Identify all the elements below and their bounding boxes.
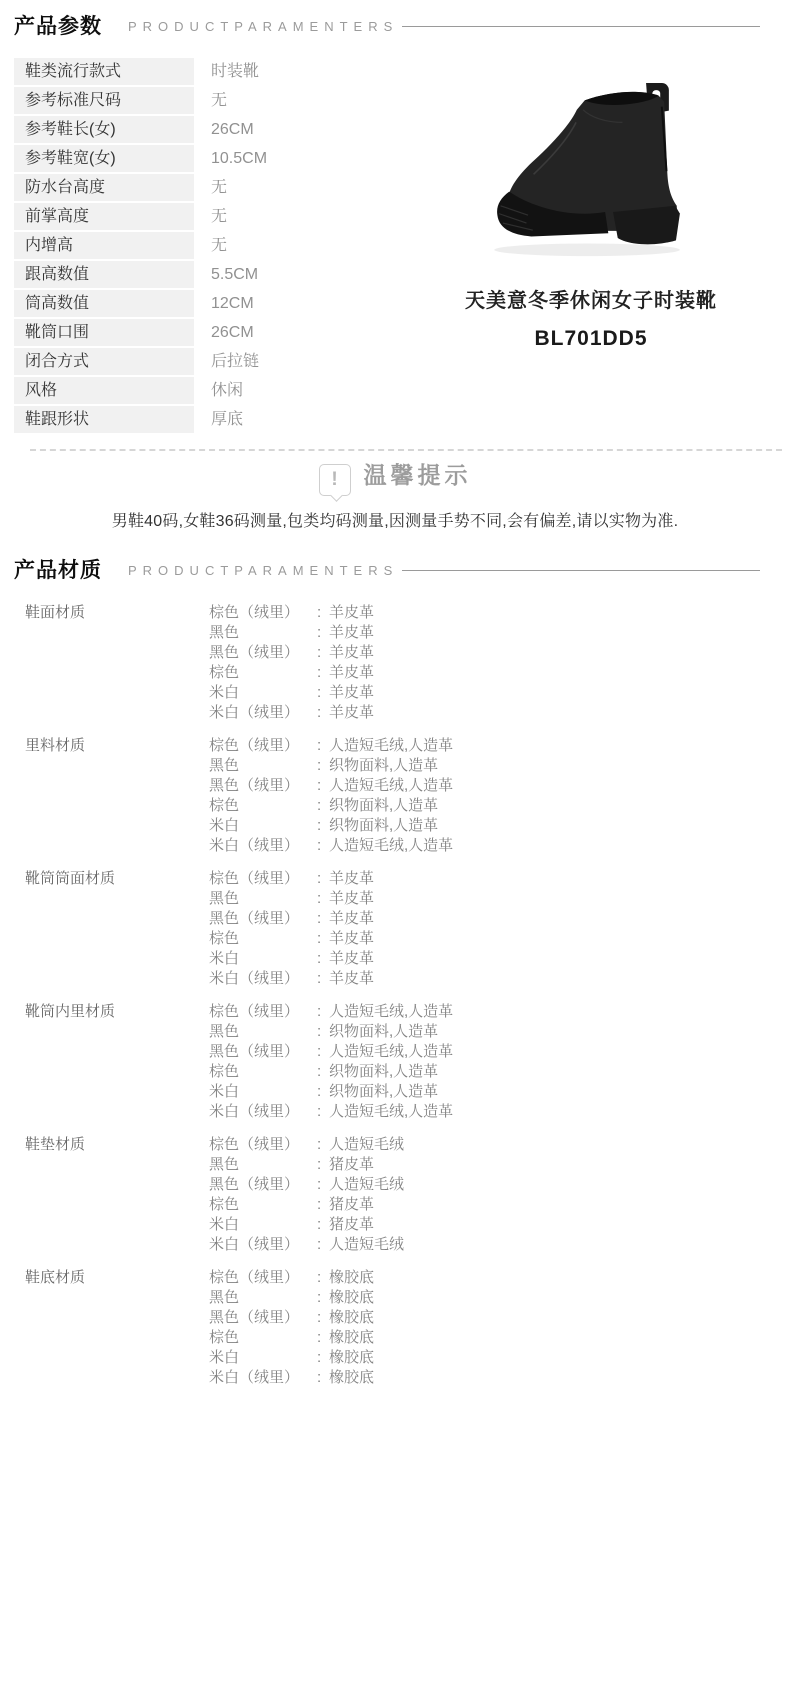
material-value: 猪皮革 bbox=[329, 1156, 375, 1173]
material-row bbox=[209, 889, 374, 909]
material-row bbox=[209, 643, 374, 663]
material-colon: : bbox=[317, 1269, 322, 1286]
material-rows bbox=[209, 1135, 404, 1255]
material-value: 织物面料,人造革 bbox=[329, 757, 439, 774]
param-value: 无 bbox=[211, 208, 228, 225]
param-label: 靴筒口围 bbox=[14, 319, 194, 346]
material-colon: : bbox=[317, 704, 322, 721]
param-label: 跟高数值 bbox=[14, 261, 194, 288]
material-variant: 米白（绒里） bbox=[209, 970, 300, 987]
material-colon: : bbox=[317, 890, 322, 907]
material-colon: : bbox=[317, 1156, 322, 1173]
param-label: 参考鞋宽(女) bbox=[14, 145, 194, 172]
material-rows bbox=[209, 1268, 374, 1388]
material-variant: 黑色 bbox=[209, 1289, 240, 1306]
product-model-code: BL701DD5 bbox=[534, 327, 648, 350]
material-row bbox=[209, 1002, 453, 1022]
material-colon: : bbox=[317, 664, 322, 681]
material-row bbox=[209, 1215, 404, 1235]
table-row bbox=[14, 58, 392, 85]
material-section bbox=[25, 869, 790, 989]
material-colon: : bbox=[317, 1136, 322, 1153]
material-row bbox=[209, 1328, 374, 1348]
material-row bbox=[209, 796, 453, 816]
material-value: 羊皮革 bbox=[329, 890, 375, 907]
param-label: 筒高数值 bbox=[14, 290, 194, 317]
material-value: 羊皮革 bbox=[329, 624, 375, 641]
material-section bbox=[25, 1135, 790, 1255]
material-colon: : bbox=[317, 910, 322, 927]
material-value: 羊皮革 bbox=[329, 930, 375, 947]
material-variant: 黑色 bbox=[209, 624, 240, 641]
materials-section-subtitle: PRODUCTPARAMENTERS bbox=[128, 563, 399, 578]
material-rows bbox=[209, 603, 374, 723]
params-table bbox=[0, 40, 392, 435]
material-variant: 黑色 bbox=[209, 1023, 240, 1040]
param-label: 闭合方式 bbox=[14, 348, 194, 375]
material-variant: 米白 bbox=[209, 684, 240, 701]
material-value: 羊皮革 bbox=[329, 870, 375, 887]
material-colon: : bbox=[317, 837, 322, 854]
material-colon: : bbox=[317, 624, 322, 641]
param-value: 休闲 bbox=[211, 382, 244, 399]
material-variant: 棕色（绒里） bbox=[209, 1003, 300, 1020]
materials-section-header bbox=[0, 544, 790, 584]
material-colon: : bbox=[317, 1309, 322, 1326]
material-rows bbox=[209, 736, 453, 856]
material-variant: 黑色（绒里） bbox=[209, 1176, 300, 1193]
param-value: 26CM bbox=[211, 121, 254, 138]
material-value: 人造短毛绒 bbox=[329, 1136, 405, 1153]
material-value: 羊皮革 bbox=[329, 970, 375, 987]
param-value: 12CM bbox=[211, 295, 254, 312]
material-value: 猪皮革 bbox=[329, 1216, 375, 1233]
material-variant: 棕色 bbox=[209, 1329, 240, 1346]
material-variant: 米白（绒里） bbox=[209, 1369, 300, 1386]
material-value: 橡胶底 bbox=[329, 1349, 375, 1366]
table-row bbox=[14, 232, 392, 259]
material-section bbox=[25, 1002, 790, 1122]
material-value: 橡胶底 bbox=[329, 1269, 375, 1286]
material-row bbox=[209, 1135, 404, 1155]
material-colon: : bbox=[317, 930, 322, 947]
material-row bbox=[209, 869, 374, 889]
material-colon: : bbox=[317, 1349, 322, 1366]
material-value: 织物面料,人造革 bbox=[329, 1063, 439, 1080]
material-colon: : bbox=[317, 1023, 322, 1040]
material-variant: 棕色 bbox=[209, 1063, 240, 1080]
params-section-header bbox=[0, 0, 790, 40]
material-variant: 米白（绒里） bbox=[209, 837, 300, 854]
param-value: 10.5CM bbox=[211, 150, 268, 167]
table-row bbox=[14, 116, 392, 143]
material-value: 人造短毛绒 bbox=[329, 1236, 405, 1253]
material-value: 橡胶底 bbox=[329, 1309, 375, 1326]
material-value: 织物面料,人造革 bbox=[329, 1083, 439, 1100]
material-rows bbox=[209, 1002, 453, 1122]
material-variant: 棕色（绒里） bbox=[209, 870, 300, 887]
material-row bbox=[209, 909, 374, 929]
material-value: 橡胶底 bbox=[329, 1329, 375, 1346]
table-row bbox=[14, 406, 392, 433]
exclamation-bubble-icon: ! bbox=[319, 464, 351, 496]
material-value: 羊皮革 bbox=[329, 910, 375, 927]
param-label: 风格 bbox=[14, 377, 194, 404]
material-variant: 棕色（绒里） bbox=[209, 1269, 300, 1286]
material-row bbox=[209, 703, 374, 723]
material-variant: 黑色（绒里） bbox=[209, 644, 300, 661]
material-section-label: 里料材质 bbox=[25, 737, 86, 754]
material-colon: : bbox=[317, 684, 322, 701]
param-label: 鞋类流行款式 bbox=[14, 58, 194, 85]
params-section-subtitle: PRODUCTPARAMENTERS bbox=[128, 19, 399, 34]
product-showcase bbox=[392, 40, 790, 351]
material-variant: 棕色 bbox=[209, 1196, 240, 1213]
material-section-label: 靴筒筒面材质 bbox=[25, 870, 116, 887]
top-content bbox=[0, 40, 790, 435]
param-value: 时装靴 bbox=[211, 63, 260, 80]
material-value: 人造短毛绒,人造革 bbox=[329, 777, 454, 794]
material-section-label: 鞋面材质 bbox=[25, 604, 86, 621]
material-colon: : bbox=[317, 797, 322, 814]
materials-section-title: 产品材质 bbox=[14, 559, 102, 582]
material-row bbox=[209, 756, 453, 776]
material-row bbox=[209, 736, 453, 756]
material-section bbox=[25, 1268, 790, 1388]
material-colon: : bbox=[317, 1063, 322, 1080]
material-variant: 米白 bbox=[209, 1216, 240, 1233]
material-variant: 黑色 bbox=[209, 890, 240, 907]
material-colon: : bbox=[317, 1083, 322, 1100]
table-row bbox=[14, 261, 392, 288]
material-variant: 黑色（绒里） bbox=[209, 910, 300, 927]
param-label: 防水台高度 bbox=[14, 174, 194, 201]
material-rows bbox=[209, 869, 374, 989]
material-value: 织物面料,人造革 bbox=[329, 817, 439, 834]
table-row bbox=[14, 145, 392, 172]
param-value: 无 bbox=[211, 237, 228, 254]
material-colon: : bbox=[317, 757, 322, 774]
material-row bbox=[209, 1062, 453, 1082]
material-value: 人造短毛绒,人造革 bbox=[329, 1043, 454, 1060]
material-value: 橡胶底 bbox=[329, 1289, 375, 1306]
param-label: 参考鞋长(女) bbox=[14, 116, 194, 143]
material-variant: 米白（绒里） bbox=[209, 704, 300, 721]
material-variant: 黑色（绒里） bbox=[209, 1309, 300, 1326]
material-row bbox=[209, 949, 374, 969]
table-row bbox=[14, 319, 392, 346]
material-colon: : bbox=[317, 1329, 322, 1346]
material-colon: : bbox=[317, 737, 322, 754]
material-colon: : bbox=[317, 1043, 322, 1060]
material-section bbox=[25, 603, 790, 723]
material-colon: : bbox=[317, 1216, 322, 1233]
param-value: 26CM bbox=[211, 324, 254, 341]
material-value: 织物面料,人造革 bbox=[329, 797, 439, 814]
header-rule-line bbox=[402, 570, 760, 571]
material-section-label: 靴筒内里材质 bbox=[25, 1003, 116, 1020]
material-variant: 棕色 bbox=[209, 930, 240, 947]
material-value: 猪皮革 bbox=[329, 1196, 375, 1213]
material-colon: : bbox=[317, 1369, 322, 1386]
material-value: 羊皮革 bbox=[329, 704, 375, 721]
material-row bbox=[209, 603, 374, 623]
material-colon: : bbox=[317, 1176, 322, 1193]
material-value: 羊皮革 bbox=[329, 950, 375, 967]
material-row bbox=[209, 1082, 453, 1102]
material-variant: 棕色（绒里） bbox=[209, 737, 300, 754]
material-section bbox=[25, 736, 790, 856]
material-value: 羊皮革 bbox=[329, 644, 375, 661]
material-variant: 黑色 bbox=[209, 1156, 240, 1173]
material-colon: : bbox=[317, 870, 322, 887]
material-variant: 米白（绒里） bbox=[209, 1236, 300, 1253]
material-value: 人造短毛绒,人造革 bbox=[329, 1103, 454, 1120]
material-row bbox=[209, 776, 453, 796]
tips-header bbox=[0, 457, 790, 496]
params-section-title: 产品参数 bbox=[14, 15, 102, 38]
table-row bbox=[14, 348, 392, 375]
material-colon: : bbox=[317, 970, 322, 987]
material-row bbox=[209, 1348, 374, 1368]
material-variant: 米白 bbox=[209, 1083, 240, 1100]
material-row bbox=[209, 816, 453, 836]
material-colon: : bbox=[317, 644, 322, 661]
table-row bbox=[14, 203, 392, 230]
param-value: 厚底 bbox=[211, 411, 244, 428]
material-variant: 黑色 bbox=[209, 757, 240, 774]
material-colon: : bbox=[317, 1236, 322, 1253]
material-value: 羊皮革 bbox=[329, 604, 375, 621]
param-label: 鞋跟形状 bbox=[14, 406, 194, 433]
material-colon: : bbox=[317, 604, 322, 621]
material-row bbox=[209, 1042, 453, 1062]
material-value: 人造短毛绒,人造革 bbox=[329, 837, 454, 854]
param-value: 无 bbox=[211, 92, 228, 109]
table-row bbox=[14, 290, 392, 317]
material-row bbox=[209, 1268, 374, 1288]
param-label: 前掌高度 bbox=[14, 203, 194, 230]
material-value: 人造短毛绒,人造革 bbox=[329, 1003, 454, 1020]
material-colon: : bbox=[317, 777, 322, 794]
material-row bbox=[209, 1288, 374, 1308]
material-variant: 黑色（绒里） bbox=[209, 777, 300, 794]
material-colon: : bbox=[317, 1196, 322, 1213]
material-row bbox=[209, 1155, 404, 1175]
material-section-label: 鞋底材质 bbox=[25, 1269, 86, 1286]
dashed-divider bbox=[30, 449, 782, 451]
product-boot-image bbox=[473, 68, 709, 268]
material-row bbox=[209, 1022, 453, 1042]
material-row bbox=[209, 1235, 404, 1255]
material-variant: 黑色（绒里） bbox=[209, 1043, 300, 1060]
material-variant: 棕色 bbox=[209, 797, 240, 814]
material-colon: : bbox=[317, 1289, 322, 1306]
material-row bbox=[209, 683, 374, 703]
material-row bbox=[209, 1102, 453, 1122]
material-row bbox=[209, 663, 374, 683]
material-row bbox=[209, 623, 374, 643]
header-rule-line bbox=[402, 26, 760, 27]
material-variant: 米白 bbox=[209, 1349, 240, 1366]
material-row bbox=[209, 836, 453, 856]
material-section-label: 鞋垫材质 bbox=[25, 1136, 86, 1153]
tips-notice-text: 男鞋40码,女鞋36码测量,包类均码测量,因测量手势不同,会有偏差,请以实物为准. bbox=[111, 513, 679, 530]
param-label: 参考标准尺码 bbox=[14, 87, 194, 114]
table-row bbox=[14, 377, 392, 404]
materials-list bbox=[0, 584, 790, 1388]
table-row bbox=[14, 87, 392, 114]
material-colon: : bbox=[317, 1003, 322, 1020]
param-label: 内增高 bbox=[14, 232, 194, 259]
material-row bbox=[209, 969, 374, 989]
material-colon: : bbox=[317, 950, 322, 967]
product-name: 天美意冬季休闲女子时装靴 bbox=[465, 290, 717, 312]
material-colon: : bbox=[317, 1103, 322, 1120]
material-value: 羊皮革 bbox=[329, 684, 375, 701]
material-row bbox=[209, 1175, 404, 1195]
param-value: 后拉链 bbox=[211, 353, 260, 370]
tips-title: 温馨提示 bbox=[363, 462, 472, 488]
material-variant: 棕色（绒里） bbox=[209, 604, 300, 621]
param-value: 无 bbox=[211, 179, 228, 196]
param-value: 5.5CM bbox=[211, 266, 259, 283]
material-value: 人造短毛绒,人造革 bbox=[329, 737, 454, 754]
table-row bbox=[14, 174, 392, 201]
material-row bbox=[209, 1308, 374, 1328]
material-row bbox=[209, 929, 374, 949]
material-value: 橡胶底 bbox=[329, 1369, 375, 1386]
material-variant: 米白 bbox=[209, 817, 240, 834]
material-variant: 棕色 bbox=[209, 664, 240, 681]
material-variant: 米白（绒里） bbox=[209, 1103, 300, 1120]
material-value: 织物面料,人造革 bbox=[329, 1023, 439, 1040]
material-variant: 米白 bbox=[209, 950, 240, 967]
material-colon: : bbox=[317, 817, 322, 834]
material-value: 羊皮革 bbox=[329, 664, 375, 681]
material-variant: 棕色（绒里） bbox=[209, 1136, 300, 1153]
material-row bbox=[209, 1195, 404, 1215]
material-value: 人造短毛绒 bbox=[329, 1176, 405, 1193]
material-row bbox=[209, 1368, 374, 1388]
